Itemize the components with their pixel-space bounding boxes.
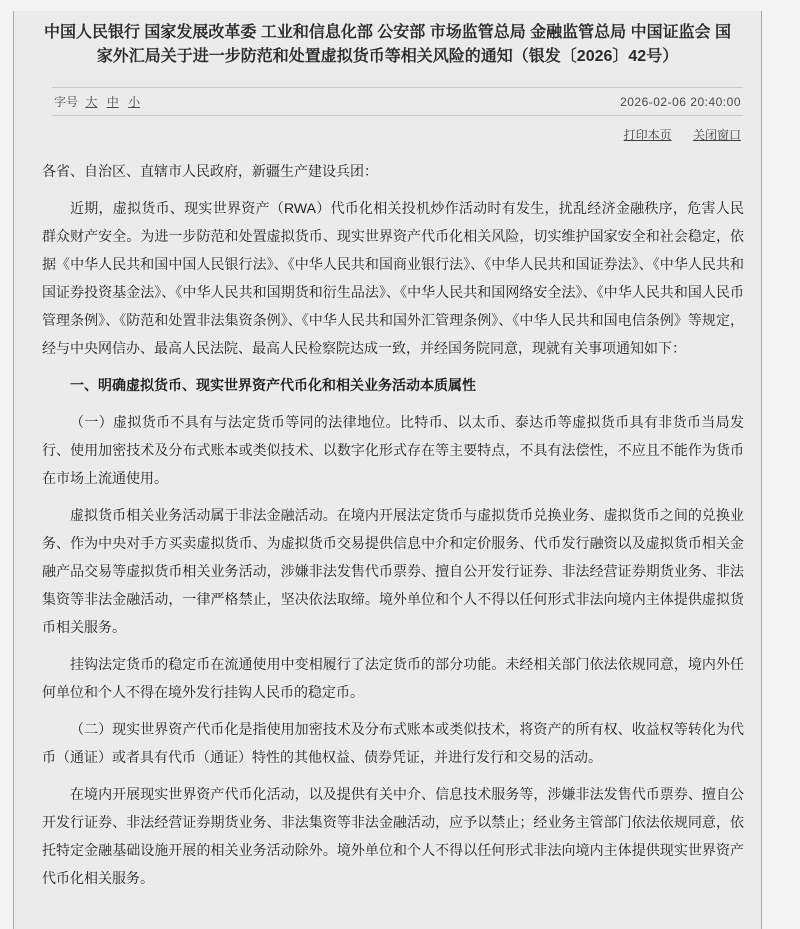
font-size-small-link[interactable]: 小 <box>128 95 141 110</box>
paragraph-virtual-currency-status: （一）虚拟货币不具有与法定货币等同的法律地位。比特币、以太币、泰达币等虚拟货币具有非货币当局发行、使用加密技术及分布式账本或类似技术、以数字化形式存在等主要特点，不具有法偿性，不应且不能作为货币在市场上流通使用。 <box>42 414 744 487</box>
print-page-link[interactable]: 打印本页 <box>623 128 672 143</box>
font-size-large-link[interactable]: 大 <box>85 95 98 110</box>
font-size-label: 字号 <box>54 95 79 110</box>
paragraph-virtual-currency-business: 虚拟货币相关业务活动属于非法金融活动。在境内开展法定货币与虚拟货币兑换业务、虚拟货币之间的兑换业务、作为中央对手方买卖虚拟货币、为虚拟货币交易提供信息中介和定价服务、代币发行融资以及虚拟货币相关金融产品交易等虚拟货币相关业务活动，涉嫌非法发售代币票券、擅自公开发行证券、非法经营证券期货业务、非法集资等非法金融活动，一律严格禁止，坚决依法取缔。境外单位和个人不得以任何形式非法向境内主体提供虚拟货币相关服务。 <box>42 507 744 636</box>
font-size-medium-link[interactable]: 中 <box>106 95 119 110</box>
notice-body <box>14 149 761 919</box>
salutation-paragraph: 各省、自治区、直辖市人民政府，新疆生产建设兵团： <box>42 163 378 180</box>
action-bar <box>52 116 743 149</box>
paragraph-rwa-business: 在境内开展现实世界资产代币化活动，以及提供有关中介、信息技术服务等，涉嫌非法发售代币票券、擅自公开发行证券、非法经营证券期货业务、非法集资等非法金融活动，应予以禁止；经业务主管部门依法依规同意，依托特定金融基础设施开展的相关业务活动除外。境外单位和个人不得以任何形式非法向境内主体提供现实世界资产代币化相关服务。 <box>42 786 744 887</box>
publish-timestamp: 2026-02-06 20:40:00 <box>620 94 741 109</box>
page-title: 中国人民银行 国家发展改革委 工业和信息化部 公安部 市场监管总局 金融监管总局 中国证监会 国家外汇局关于进一步防范和处置虚拟货币等相关风险的通知（银发〔2026〕42号） <box>43 23 732 65</box>
paragraph-stablecoin: 挂钩法定货币的稳定币在流通使用中变相履行了法定货币的部分功能。未经相关部门依法依规同意，境内外任何单位和个人不得在境外发行挂钩人民币的稳定币。 <box>42 656 744 701</box>
notice-page-frame <box>13 11 762 929</box>
intro-paragraph: 近期，虚拟货币、现实世界资产（RWA）代币化相关投机炒作活动时有发生，扰乱经济金融秩序，危害人民群众财产安全。为进一步防范和处置虚拟货币、现实世界资产代币化相关风险，切实维护国家安全和社会稳定，依据《中华人民共和国中国人民银行法》、《中华人民共和国商业银行法》、《中华人民共和国证券法》、《中华人民共和国证券投资基金法》、《中华人民共和国期货和衍生品法》、《中华人民共和国网络安全法》、《中华人民共和国人民币管理条例》、《防范和处置非法集资条例》、《中华人民共和国外汇管理条例》、《中华人民共和国电信条例》等规定，经与中央网信办、最高人民法院、最高人民检察院达成一致，并经国务院同意，现就有关事项通知如下： <box>42 200 744 357</box>
font-size-control <box>54 93 146 110</box>
close-window-link[interactable]: 关闭窗口 <box>692 128 741 143</box>
section-1-heading: 一、明确虚拟货币、现实世界资产代币化和相关业务活动本质属性 <box>70 377 476 394</box>
paragraph-rwa-definition: （二）现实世界资产代币化是指使用加密技术及分布式账本或类似技术，将资产的所有权、收益权等转化为代币（通证）或者具有代币（通证）特性的其他权益、债券凭证，并进行发行和交易的活动。 <box>42 721 744 766</box>
meta-bar <box>52 87 743 116</box>
